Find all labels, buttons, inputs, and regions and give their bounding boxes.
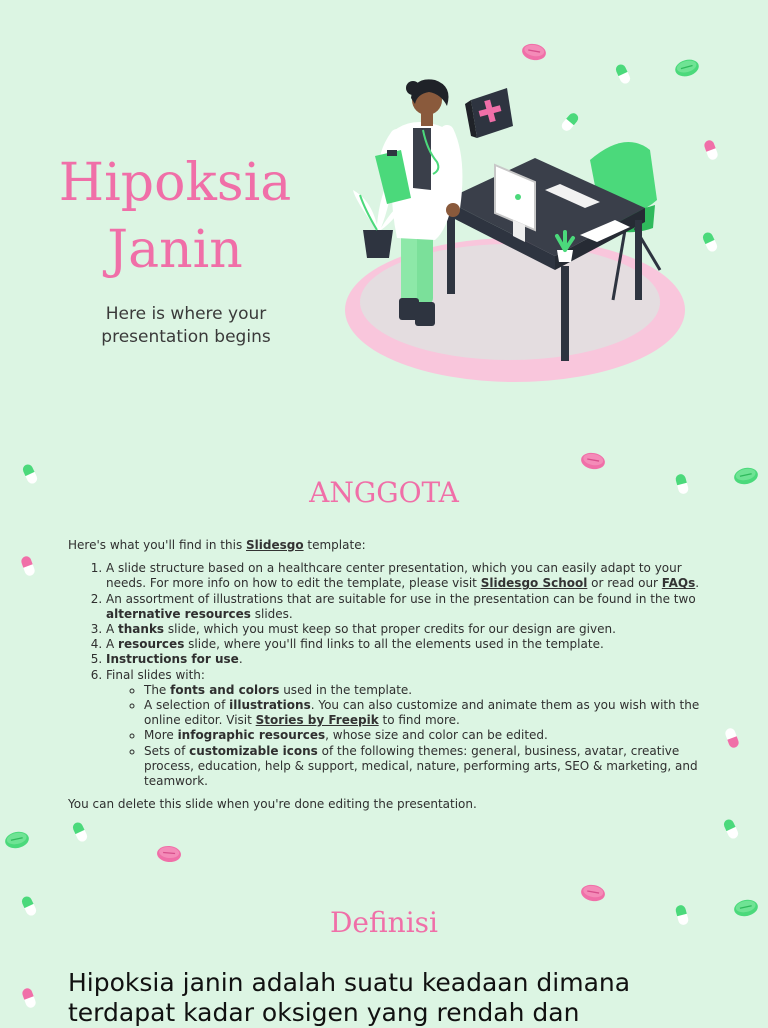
sub-list [106, 683, 708, 789]
list-text: . [238, 652, 243, 667]
list-text: A slide structure based on a healthcare center presentation, which you can easily adapt to your needs. For more info on how to edit the template, please visit [106, 561, 682, 591]
outro-paragraph: You can delete this slide when you're done editing the presentation. [68, 797, 477, 812]
sub-list-item [144, 683, 708, 698]
pill-icon [701, 231, 719, 253]
pill-icon [71, 821, 89, 843]
list-text: A [106, 622, 119, 637]
list-item [106, 652, 708, 667]
list-text: . [695, 576, 700, 591]
pill-icon [21, 987, 37, 1009]
emphasis-text: customizable icons [189, 743, 318, 758]
list-text: slide, where you'll find links to all the elements used in the template. [184, 637, 604, 652]
intro-paragraph: Here's what you'll find in this Slidesgo template: [68, 538, 366, 552]
pill-icon [724, 727, 740, 749]
template-instructions [68, 538, 708, 812]
list-text: . You can also customize and animate them as you wish with the online editor. Visit [144, 698, 700, 728]
list-text: Final slides with: [106, 667, 205, 682]
list-item [106, 637, 708, 652]
emphasis-text: alternative resources [106, 606, 251, 621]
list-text: An assortment of illustrations that are suitable for use in the presentation can be found in the two [106, 591, 696, 606]
emphasis-text: illustrations [229, 698, 311, 713]
list-text: More [144, 728, 178, 743]
emphasis-text: resources [118, 637, 185, 652]
pill-icon [20, 555, 36, 577]
list-text: or read our [587, 576, 662, 591]
sub-list-item [144, 744, 708, 790]
definition-text: Hipoksia janin adalah suatu keadaan dimana terdapat kadar oksigen yang rendah dan [68, 968, 631, 1027]
list-text: Sets of [144, 743, 190, 758]
medical-cross-icon [465, 88, 513, 138]
pill-icon [156, 845, 181, 863]
list-item [106, 592, 708, 622]
text-link[interactable]: Slidesgo School [480, 576, 588, 591]
pill-icon [4, 830, 31, 851]
section-heading-definition: Definisi [329, 906, 438, 939]
emphasis-text: fonts and colors [170, 682, 280, 697]
list-text: to find more. [378, 713, 460, 728]
slidesgo-link[interactable]: Slidesgo [246, 538, 304, 552]
pill-icon [703, 139, 719, 161]
list-text: slide, which you must keep so that proper credits for our design are given. [164, 622, 616, 637]
text-link[interactable]: Stories by Freepik [255, 713, 379, 728]
list-text: A [106, 637, 119, 652]
emphasis-text: infographic resources [177, 728, 326, 743]
text-link[interactable]: FAQs [661, 576, 696, 591]
emphasis-text: Instructions for use [106, 652, 239, 667]
list-text: , whose size and color can be edited. [325, 728, 548, 743]
list-text: of the following themes: general, business, avatar, creative process, education, help & support, medical, nature, performing arts, SEO & marketing, and teamwork. [144, 743, 698, 789]
list-item [106, 668, 708, 790]
pill-icon [521, 42, 547, 62]
sub-list-item [144, 698, 708, 728]
sub-list-item [144, 728, 708, 743]
pill-icon [580, 883, 606, 903]
page-title: Hipoksia Janin [58, 153, 292, 280]
section-heading-members: ANGGOTA [309, 476, 459, 509]
list-text: A selection of [144, 698, 230, 713]
list-item [106, 622, 708, 637]
list-text: used in the template. [279, 682, 413, 697]
pill-icon [722, 818, 740, 840]
page-subtitle: Here is where your presentation begins [101, 304, 271, 347]
instructions-list [68, 561, 708, 789]
pill-icon [580, 451, 606, 471]
list-item [106, 561, 708, 591]
doctor-illustration [335, 70, 695, 390]
emphasis-text: thanks [118, 622, 165, 637]
list-text: slides. [250, 606, 293, 621]
list-text: The [144, 682, 171, 697]
